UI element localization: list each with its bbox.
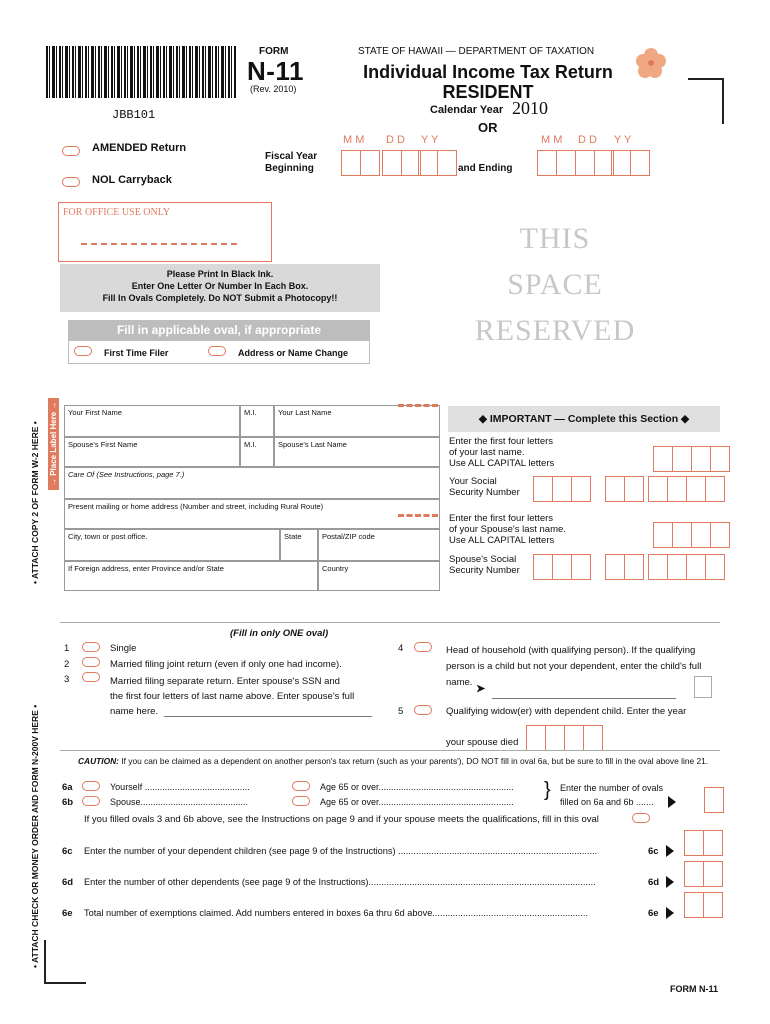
your-last-name-label: Your Last Name [278, 408, 332, 417]
spouse-ssn-area-boxes[interactable] [533, 554, 590, 580]
spouse-ssn-group-boxes[interactable] [605, 554, 643, 580]
line-6b-number: 6b [62, 797, 74, 808]
filled-ovals-note: If you filled ovals 3 and 6b above, see the Instructions on page 9 and if your spouse meets the qualifications, fill in this oval [84, 814, 599, 825]
spouse-oval[interactable] [82, 796, 100, 806]
begin-dd-label: D D [386, 134, 405, 146]
enter-ovals-text [560, 781, 663, 809]
status-2-number: 2 [64, 659, 70, 670]
exemptions-6ab-box[interactable] [704, 787, 724, 813]
age65-you-label: Age 65 or over...................................................... [320, 782, 514, 792]
your-ssn-serial-boxes[interactable] [648, 476, 724, 502]
first-four-spouse-text [449, 513, 566, 546]
reserved-line3: RESERVED [474, 314, 636, 347]
first-four-spouse-boxes[interactable] [653, 522, 729, 548]
line-6e-ref: 6e [648, 908, 659, 919]
status-5-oval[interactable] [414, 705, 432, 715]
line-6d-boxes[interactable] [684, 861, 722, 887]
instruction-line2: Enter One Letter Or Number In Each Box. [131, 281, 309, 291]
enter-ovals-line1: Enter the number of ovals [560, 783, 664, 793]
begin-yy-boxes[interactable] [418, 150, 456, 176]
status-3-line2: the first four letters of last name above. Enter spouse's full [110, 691, 355, 702]
care-of-field[interactable] [64, 467, 440, 499]
spouse-mi-field[interactable] [240, 437, 274, 467]
foreign-province-field[interactable] [64, 561, 318, 591]
status-2-label: Married filing joint return (even if only one had income). [110, 659, 342, 670]
country-label: Country [322, 564, 349, 573]
address-change-oval[interactable] [208, 346, 226, 356]
line-6e-number: 6e [62, 908, 73, 919]
title-line1: Individual Income Tax Return [363, 62, 613, 82]
office-use-label: FOR OFFICE USE ONLY [63, 207, 171, 218]
office-use-box [58, 202, 272, 262]
corner-mark-top-right [688, 78, 724, 124]
zip-field[interactable] [318, 529, 440, 561]
arrow-6c-icon [666, 845, 674, 857]
your-mi-field[interactable] [240, 405, 274, 437]
enter-ovals-line2: filled on 6a and 6b ....... [560, 797, 654, 807]
address-change-label: Address or Name Change [238, 348, 349, 358]
zip-label: Postal/ZIP code [322, 532, 375, 541]
line-6e-boxes[interactable] [684, 892, 722, 918]
child-name-line[interactable] [492, 698, 676, 699]
arrow-6d-icon [666, 876, 674, 888]
status-5-line1: Qualifying widow(er) with dependent child. Enter the year [446, 706, 687, 717]
city-label: City, town or post office. [68, 532, 148, 541]
your-ssn-line2: Security Number [449, 487, 520, 498]
status-4-checkbox[interactable] [694, 676, 712, 698]
spouse-died-year-boxes[interactable] [526, 725, 602, 751]
line-6a-number: 6a [62, 782, 73, 793]
fill-applicable-bar: Fill in applicable oval, if appropriate [68, 320, 370, 340]
amended-label: AMENDED Return [92, 142, 187, 154]
corner-mark-bottom-left [44, 940, 86, 984]
line-6c-ref: 6c [648, 846, 659, 857]
spouse-last-name-label: Spouse's Last Name [278, 440, 347, 449]
spouse-ssn-line1: Spouse's Social [449, 554, 517, 565]
first-four-spouse-line2: of your Spouse's last name. [449, 524, 566, 535]
line-6d-ref: 6d [648, 877, 660, 888]
form-code: JBB101 [112, 108, 156, 122]
spouse-label: Spouse........................................... [110, 797, 249, 807]
end-dd-label: D D [578, 134, 597, 146]
age65-spouse-oval[interactable] [292, 796, 310, 806]
line-6d-number: 6d [62, 877, 74, 888]
instructions-box [60, 264, 380, 312]
beginning-label: Beginning [265, 163, 314, 174]
begin-dd-boxes[interactable] [382, 150, 420, 176]
country-field[interactable] [318, 561, 440, 591]
status-2-oval[interactable] [82, 657, 100, 667]
status-4-number: 4 [398, 643, 404, 654]
important-header: ◆ IMPORTANT — Complete this Section ◆ [448, 406, 720, 432]
instruction-line3: Fill In Ovals Completely. Do NOT Submit a Photocopy!! [102, 293, 338, 303]
your-ssn-area-boxes[interactable] [533, 476, 590, 502]
yourself-oval[interactable] [82, 781, 100, 791]
status-3-oval[interactable] [82, 672, 100, 682]
address-label: Present mailing or home address (Number and street, including Rural Route) [68, 502, 324, 511]
line-6e-text: Total number of exemptions claimed. Add numbers entered in boxes 6a thru 6d above............................................................. [84, 908, 589, 918]
caution-bold: CAUTION: [78, 756, 119, 766]
nol-label: NOL Carryback [92, 174, 172, 186]
spouse-ssn-text [449, 554, 520, 576]
amended-oval[interactable] [62, 146, 80, 156]
status-4-line1: Head of household (with qualifying person). If the qualifying [446, 645, 696, 656]
line-6c-text: Enter the number of your dependent children (see page 9 of the Instructions) .............................................................................. [84, 846, 598, 856]
care-of-label: Care Of (See Instructions, page 7.) [68, 470, 185, 479]
fiscal-year-label: Fiscal Year [265, 151, 318, 162]
or-label: OR [478, 120, 498, 135]
first-four-you-text [449, 436, 554, 469]
status-3-label [110, 674, 354, 719]
spouse-full-name-line[interactable] [164, 716, 372, 717]
yourself-label: Yourself .......................................... [110, 782, 250, 792]
end-dd-boxes[interactable] [575, 150, 613, 176]
calendar-year-label: Calendar Year [430, 104, 504, 116]
status-4-line3: name. [446, 677, 473, 688]
arrow-6e-icon [666, 907, 674, 919]
calendar-year: 2010 [512, 98, 548, 118]
label-corner-bottom [398, 514, 438, 517]
address-field[interactable] [64, 499, 440, 529]
your-ssn-text [449, 476, 520, 498]
state-line: STATE OF HAWAII — DEPARTMENT OF TAXATION [358, 46, 595, 57]
state-label: State [284, 532, 302, 541]
first-four-spouse-line1: Enter the first four letters [449, 513, 554, 524]
status-5-number: 5 [398, 706, 404, 717]
first-four-you-line3: Use ALL CAPITAL letters [449, 458, 555, 469]
caution-divider [60, 750, 720, 751]
end-mm-boxes[interactable] [537, 150, 575, 176]
place-label-tab: → Place Label Here → [48, 398, 59, 490]
footer-form-label: FORM N-11 [670, 984, 719, 994]
brace-icon: } [544, 779, 551, 801]
end-yy-label: Y Y [614, 134, 632, 146]
arrow-6ab-icon [668, 796, 676, 808]
your-first-name-field[interactable] [64, 405, 240, 437]
filing-status-heading: (Fill in only ONE oval) [230, 628, 329, 639]
spouse-mi-label: M.I. [244, 440, 257, 449]
age65-spouse-label: Age 65 or over...................................................... [320, 797, 514, 807]
status-3-line1: Married filing separate return. Enter spouse's SSN and [110, 676, 340, 687]
first-four-you-boxes[interactable] [653, 446, 729, 472]
form-number: N-11 [247, 56, 304, 86]
spouse-first-name-field[interactable] [64, 437, 240, 467]
reserved-line2: SPACE [507, 268, 603, 301]
reserved-line1: THIS [519, 222, 591, 255]
foreign-province-label: If Foreign address, enter Province and/or State [68, 564, 224, 573]
first-four-you-line1: Enter the first four letters [449, 436, 554, 447]
hibiscus-seal-icon [634, 46, 668, 80]
age65-you-oval[interactable] [292, 781, 310, 791]
filing-status-divider [60, 622, 720, 623]
status-4-line2: person is a child but not your dependent, enter the child's full [446, 661, 702, 672]
your-last-name-field[interactable] [274, 405, 440, 437]
title-line2: RESIDENT [442, 82, 534, 102]
caution-body: If you can be claimed as a dependent on another person's tax return (such as your parents'), DO NOT fill in oval 6a, but be sure to fill in the oval above line 21. [121, 756, 709, 766]
and-ending-label: and Ending [458, 163, 513, 174]
spouse-ssn-serial-boxes[interactable] [648, 554, 724, 580]
begin-mm-label: M M [343, 134, 365, 146]
status-1-oval[interactable] [82, 642, 100, 652]
spouse-qualifies-oval[interactable] [632, 813, 650, 823]
office-use-line [81, 243, 237, 245]
nol-oval[interactable] [62, 177, 80, 187]
form-label: FORM [259, 46, 289, 57]
your-first-name-label: Your First Name [68, 408, 122, 417]
status-3-number: 3 [64, 674, 70, 685]
attach-w2-text: • ATTACH COPY 2 OF FORM W-2 HERE • [30, 421, 40, 584]
state-field[interactable] [280, 529, 318, 561]
instruction-line1: Please Print In Black Ink. [166, 269, 274, 279]
revision: (Rev. 2010) [250, 84, 297, 94]
first-four-spouse-line3: Use ALL CAPITAL letters [449, 535, 555, 546]
first-time-filer-label: First Time Filer [104, 348, 169, 358]
status-1-label: Single [110, 643, 137, 654]
status-4-arrow-icon: ➤ [476, 683, 486, 695]
your-ssn-group-boxes[interactable] [605, 476, 643, 502]
spouse-last-name-field[interactable] [274, 437, 440, 467]
status-4-oval[interactable] [414, 642, 432, 652]
line-6c-boxes[interactable] [684, 830, 722, 856]
begin-yy-label: Y Y [421, 134, 439, 146]
begin-mm-boxes[interactable] [341, 150, 379, 176]
spouse-first-name-label: Spouse's First Name [68, 440, 138, 449]
line-6c-number: 6c [62, 846, 73, 857]
status-3-line3: name here. [110, 706, 159, 717]
barcode [46, 46, 236, 98]
spouse-ssn-line2: Security Number [449, 565, 520, 576]
first-four-you-line2: of your last name. [449, 447, 525, 458]
caution-text [78, 756, 718, 766]
attach-check-text: • ATTACH CHECK OR MONEY ORDER AND FORM N-200V HERE • [30, 704, 40, 968]
city-field[interactable] [64, 529, 280, 561]
your-ssn-line1: Your Social [449, 476, 497, 487]
end-mm-label: M M [541, 134, 563, 146]
end-yy-boxes[interactable] [611, 150, 649, 176]
status-5-line2: your spouse died [446, 737, 519, 748]
line-6d-text: Enter the number of other dependents (see page 9 of the Instructions)......................................................................................... [84, 877, 596, 887]
status-1-number: 1 [64, 643, 70, 654]
first-time-filer-oval[interactable] [74, 346, 92, 356]
label-corner-top [398, 404, 438, 407]
your-mi-label: M.I. [244, 408, 257, 417]
